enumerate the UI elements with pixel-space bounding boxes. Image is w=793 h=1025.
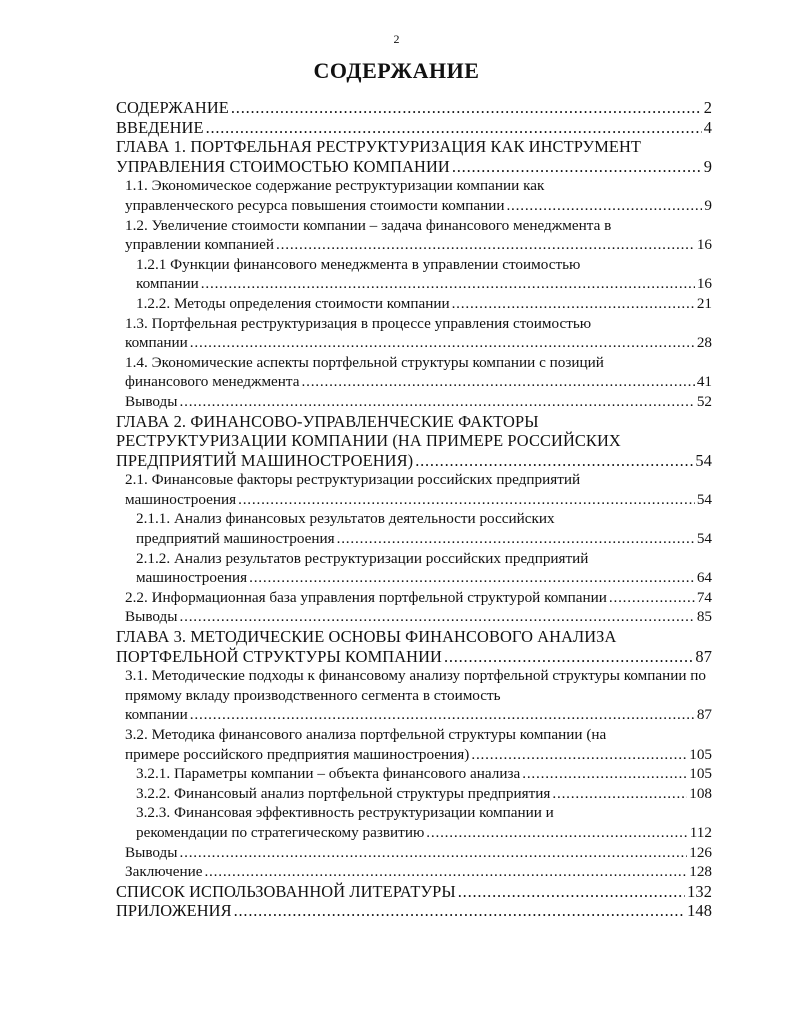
- dot-leader: [552, 784, 687, 804]
- toc-entry-title: ВВЕДЕНИЕ: [116, 117, 204, 137]
- dot-leader: [471, 745, 687, 765]
- toc-entry[interactable]: [116, 784, 712, 804]
- toc-entry[interactable]: [116, 314, 712, 353]
- toc-entry-title-start: 1.2.1 Функции финансового менеджмента в управлении стоимостью: [136, 255, 581, 273]
- toc-entry-title: машиностроения: [136, 569, 248, 587]
- toc-entry[interactable]: [116, 549, 712, 588]
- toc-entry-title: 2.2. Информационная база управления портфельной структурой компании: [125, 588, 607, 606]
- toc-entry-title: управлении компанией: [125, 236, 275, 254]
- toc-entry-title-start: 1.3. Портфельная реструктуризация в процессе управления стоимостью: [125, 314, 592, 332]
- toc-entry[interactable]: [116, 666, 712, 725]
- toc-entry-title: Выводы: [125, 843, 178, 861]
- page-number: 2: [393, 32, 400, 46]
- toc-page-number: 132: [687, 881, 712, 901]
- toc-page-number: 85: [696, 608, 712, 626]
- toc-entry[interactable]: [116, 118, 712, 138]
- toc-page-number: 16: [696, 236, 712, 254]
- toc-entry[interactable]: [116, 901, 712, 921]
- toc-page-number: 105: [689, 765, 712, 783]
- toc-entry[interactable]: [116, 412, 712, 471]
- toc-page-number: 9: [703, 156, 712, 176]
- toc-entry[interactable]: [116, 470, 712, 509]
- toc-entry[interactable]: [116, 843, 712, 863]
- dot-leader: [231, 98, 702, 118]
- toc-entry-title: 1.2.2. Методы определения стоимости компании: [136, 294, 450, 312]
- toc-page-number: 148: [687, 901, 712, 921]
- dot-leader: [180, 843, 688, 863]
- toc-page-number: 28: [696, 334, 712, 352]
- toc-page-number: 54: [696, 490, 712, 508]
- toc-page-number: 74: [696, 588, 712, 606]
- toc-entry[interactable]: [116, 725, 712, 764]
- toc-page-number: 105: [689, 745, 712, 763]
- toc-entry-title: УПРАВЛЕНИЯ СТОИМОСТЬЮ КОМПАНИИ: [116, 156, 450, 176]
- toc-page-number: 4: [703, 117, 712, 137]
- toc-entry-title: СОДЕРЖАНИЕ: [116, 98, 229, 117]
- toc-page-number: 87: [696, 706, 712, 724]
- toc-entry[interactable]: [116, 176, 712, 215]
- toc-page-number: 128: [689, 863, 712, 881]
- toc-entry[interactable]: [116, 803, 712, 842]
- toc-entry[interactable]: [116, 862, 712, 882]
- toc-entry-title-start: 3.1. Методические подходы к финансовому анализу портфельной структуры компании по прямому вкладу производственного сегмента в стоимость: [125, 667, 707, 704]
- toc-entry[interactable]: [116, 764, 712, 784]
- dot-leader: [204, 862, 687, 882]
- toc-entry-title: ПРЕДПРИЯТИЙ МАШИНОСТРОЕНИЯ): [116, 450, 414, 470]
- toc-entry-title-start: ГЛАВА 1. ПОРТФЕЛЬНАЯ РЕСТРУКТУРИЗАЦИЯ КАК ИНСТРУМЕНТ: [116, 137, 642, 157]
- toc-entry-title-start: ГЛАВА 3. МЕТОДИЧЕСКИЕ ОСНОВЫ ФИНАНСОВОГО АНАЛИЗА: [116, 627, 617, 647]
- toc-entry-title: машиностроения: [125, 490, 237, 508]
- toc-entry[interactable]: [116, 255, 712, 294]
- toc-entry[interactable]: [116, 353, 712, 392]
- dot-leader: [276, 235, 695, 255]
- dot-leader: [190, 705, 695, 725]
- toc-entry[interactable]: [116, 588, 712, 608]
- toc-entry[interactable]: [116, 607, 712, 627]
- dot-leader: [180, 607, 695, 627]
- toc-entry-title-start: 3.2. Методика финансового анализа портфельной структуры компании (на: [125, 726, 607, 743]
- toc-page-number: 21: [696, 294, 712, 312]
- dot-leader: [302, 372, 695, 392]
- toc-entry-title: Заключение: [125, 863, 203, 881]
- dot-leader: [609, 588, 695, 608]
- toc-entry-title: компании: [125, 706, 188, 724]
- toc-entry-title: компании: [125, 334, 188, 352]
- table-of-contents: [116, 98, 712, 921]
- toc-page-number: 41: [696, 373, 712, 391]
- dot-leader: [522, 764, 687, 784]
- toc-entry-title: финансового менеджмента: [125, 373, 300, 391]
- toc-page-number: 112: [689, 823, 712, 841]
- toc-page-number: 16: [696, 275, 712, 293]
- toc-entry[interactable]: [116, 137, 712, 176]
- toc-entry-title: Выводы: [125, 608, 178, 626]
- toc-entry[interactable]: [116, 216, 712, 255]
- toc-page-number: 54: [695, 450, 712, 470]
- toc-entry-title: ПОРТФЕЛЬНОЙ СТРУКТУРЫ КОМПАНИИ: [116, 646, 442, 666]
- toc-entry-title-start: 2.1. Финансовые факторы реструктуризации российских предприятий: [125, 471, 581, 489]
- toc-entry-title: ПРИЛОЖЕНИЯ: [116, 901, 232, 921]
- dot-leader: [180, 392, 695, 412]
- toc-entry-title: 3.2.1. Параметры компании – объекта финансового анализа: [136, 765, 521, 783]
- dot-leader: [201, 274, 695, 294]
- dot-leader: [238, 490, 695, 510]
- dot-leader: [206, 118, 702, 138]
- dot-leader: [234, 901, 685, 921]
- toc-entry-title: управленческого ресурса повышения стоимости компании: [125, 196, 505, 214]
- toc-page-number: 52: [696, 392, 712, 410]
- toc-entry[interactable]: [116, 509, 712, 548]
- page-title: СОДЕРЖАНИЕ: [313, 58, 480, 83]
- toc-entry-title: Выводы: [125, 392, 178, 410]
- dot-leader: [249, 568, 695, 588]
- toc-page-number: 9: [704, 196, 712, 214]
- toc-entry-title-start: 2.1.1. Анализ финансовых результатов деятельности российских: [136, 510, 555, 528]
- toc-entry-title-start: 3.2.3. Финансовая эффективность реструктуризации компании и: [136, 804, 554, 822]
- dot-leader: [415, 451, 693, 471]
- toc-page-number: 126: [689, 843, 712, 861]
- toc-entry-title-start: 1.1. Экономическое содержание реструктуризации компании как: [125, 177, 545, 195]
- toc-entry-title: предприятий машиностроения: [136, 530, 335, 548]
- toc-entry-title-start: 2.1.2. Анализ результатов реструктуризации российских предприятий: [136, 549, 589, 567]
- dot-leader: [452, 294, 695, 314]
- toc-entry-title: рекомендации по стратегическому развитию: [136, 823, 425, 841]
- dot-leader: [337, 529, 695, 549]
- toc-entry[interactable]: [116, 294, 712, 314]
- dot-leader: [458, 882, 685, 902]
- toc-entry-title: 3.2.2. Финансовый анализ портфельной структуры предприятия: [136, 784, 551, 802]
- toc-entry[interactable]: [116, 882, 712, 902]
- dot-leader: [444, 647, 693, 667]
- dot-leader: [452, 157, 702, 177]
- toc-page-number: 64: [696, 569, 712, 587]
- toc-entry[interactable]: [116, 627, 712, 666]
- toc-entry-title: СПИСОК ИСПОЛЬЗОВАННОЙ ЛИТЕРАТУРЫ: [116, 881, 456, 901]
- toc-page-number: 54: [696, 530, 712, 548]
- toc-page-number: 2: [703, 98, 712, 117]
- dot-leader: [426, 823, 687, 843]
- toc-entry[interactable]: [116, 392, 712, 412]
- toc-entry-title: примере российского предприятия машиностроения): [125, 745, 470, 763]
- toc-entry-title: компании: [136, 275, 199, 293]
- toc-page-number: 87: [695, 646, 712, 666]
- toc-entry[interactable]: [116, 98, 712, 118]
- dot-leader: [506, 196, 702, 216]
- dot-leader: [190, 333, 695, 353]
- toc-entry-title-start: 1.4. Экономические аспекты портфельной структуры компании с позиций: [125, 353, 604, 371]
- toc-entry-title-start: 1.2. Увеличение стоимости компании – задача финансового менеджмента в: [125, 216, 612, 234]
- toc-page-number: 108: [689, 784, 712, 802]
- toc-entry-title-start: ГЛАВА 2. ФИНАНСОВО-УПРАВЛЕНЧЕСКИЕ ФАКТОРЫ РЕСТРУКТУРИЗАЦИИ КОМПАНИИ (НА ПРИМЕРЕ РОССИЙСКИХ: [116, 411, 621, 451]
